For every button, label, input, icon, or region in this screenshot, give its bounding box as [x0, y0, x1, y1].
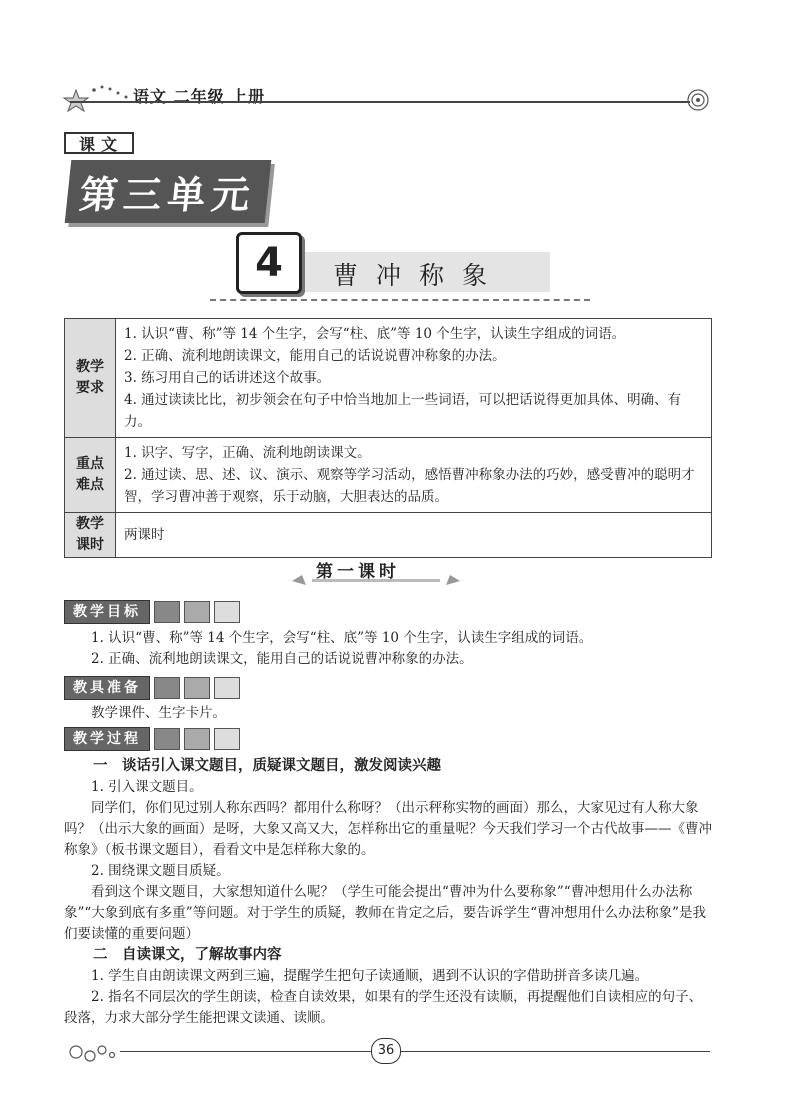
decor-box — [214, 601, 240, 623]
header-title: 语文 二年级 上册 — [133, 87, 266, 106]
page-number: 36 — [371, 1038, 401, 1064]
list-item: 两课时 — [124, 527, 165, 543]
sub-step: 1. 引入课文题目。 — [91, 779, 203, 795]
decor-box — [154, 728, 180, 750]
process-body — [64, 756, 714, 1029]
paragraph: 看到这个课文题目，大家想知道什么呢？（学生可能会提出“曹冲为什么要称象”“曹冲想用什么办法称象”“大象到底有多重”等问题。对于学生的质疑，教师在肯定之后，要告诉学生“曹冲想用什么办法称象”是我们要读懂的重要问题） — [64, 884, 707, 942]
row-content — [116, 319, 712, 438]
row-heading: 教学 课时 — [65, 513, 116, 558]
list-item: 2. 正确、流利地朗读课文，能用自己的话说说曹冲称象的办法。 — [91, 651, 473, 667]
objectives-table — [64, 318, 712, 558]
process-section-header — [64, 728, 240, 750]
list-item: 1. 识字、写字，正确、流利地朗读课文。 — [124, 445, 371, 461]
star-decoration-icon — [62, 78, 134, 118]
row-content — [116, 513, 712, 558]
prep-section-header — [64, 677, 240, 699]
decor-box — [154, 601, 180, 623]
list-item: 3. 练习用自己的话讲述这个故事。 — [124, 370, 331, 386]
decor-box — [184, 601, 210, 623]
goals-label: 教学目标 — [64, 600, 150, 624]
section-label: 课文 — [64, 132, 134, 154]
decor-box — [214, 728, 240, 750]
prep-text: 教学课件、生字卡片。 — [91, 705, 226, 721]
unit-title: 第三单元 — [65, 160, 272, 223]
period-title: 第一课时 — [316, 562, 400, 582]
list-item: 4. 通过读读比比，初步领会在句子中恰当地加上一些词语，可以把话说得更加具体、明确、有力。 — [124, 392, 682, 430]
decor-box — [184, 677, 210, 699]
sub-step: 2. 围绕课文题目质疑。 — [91, 863, 230, 879]
lesson-title: 曹冲称象 — [333, 261, 506, 290]
row-content — [116, 438, 712, 513]
paragraph: 1. 学生自由朗读课文两到三遍，提醒学生把句子读通顺，遇到不认识的字借助拼音多读几遍。 — [91, 968, 649, 984]
list-item: 2. 通过读、思、述、议、演示、观察等学习活动，感悟曹冲称象办法的巧妙，感受曹冲的聪明才智，学习曹冲善于观察，乐于动脑，大胆表达的品质。 — [124, 467, 695, 505]
row-heading: 重点 难点 — [65, 438, 116, 513]
lesson-divider — [210, 299, 590, 301]
table-row — [65, 319, 712, 438]
table-row — [65, 513, 712, 558]
step-heading: 二 自读课文，了解故事内容 — [93, 947, 282, 963]
decor-box — [184, 728, 210, 750]
prep-label: 教具准备 — [64, 676, 150, 700]
decor-box — [214, 677, 240, 699]
paragraph: 2. 指名不同层次的学生朗读，检查自读效果，如果有的学生还没有读顺，再提醒他们自读相应的句子、段落，力求大部分学生能把课文读通、读顺。 — [64, 989, 703, 1026]
header-rule — [70, 101, 690, 103]
list-item: 1. 认识“曹、称”等 14 个生字，会写“柱、底”等 10 个生字，认读生字组成的词语。 — [124, 326, 626, 342]
spiral-decoration-icon — [686, 88, 710, 116]
step-heading: 一 谈话引入课文题目，质疑课文题目，激发阅读兴趣 — [93, 758, 441, 774]
goals-section-header — [64, 601, 240, 623]
list-item: 1. 认识“曹、称”等 14 个生字，会写“柱、底”等 10 个生字，认读生字组成的词语。 — [91, 630, 593, 646]
prep-text-block — [64, 703, 714, 724]
process-label: 教学过程 — [64, 727, 150, 751]
footer-rule — [120, 1051, 710, 1052]
goals-list — [64, 628, 714, 670]
paragraph: 同学们，你们见过别人称东西吗？都用什么称呀？（出示秤称实物的画面）那么，大家见过有人称大象吗？（出示大象的画面）是呀，大象又高又大，怎样称出它的重量呢？今天我们学习一个古代故事——《曹冲称象》（板书课文题目），看看文中是怎样称大象的。 — [64, 800, 712, 858]
decor-box — [154, 677, 180, 699]
lesson-number-calendar: 4 — [236, 232, 302, 294]
table-row — [65, 438, 712, 513]
row-heading: 教学 要求 — [65, 319, 116, 438]
circles-decoration-icon — [68, 1040, 118, 1070]
list-item: 2. 正确、流利地朗读课文，能用自己的话说说曹冲称象的办法。 — [124, 348, 506, 364]
